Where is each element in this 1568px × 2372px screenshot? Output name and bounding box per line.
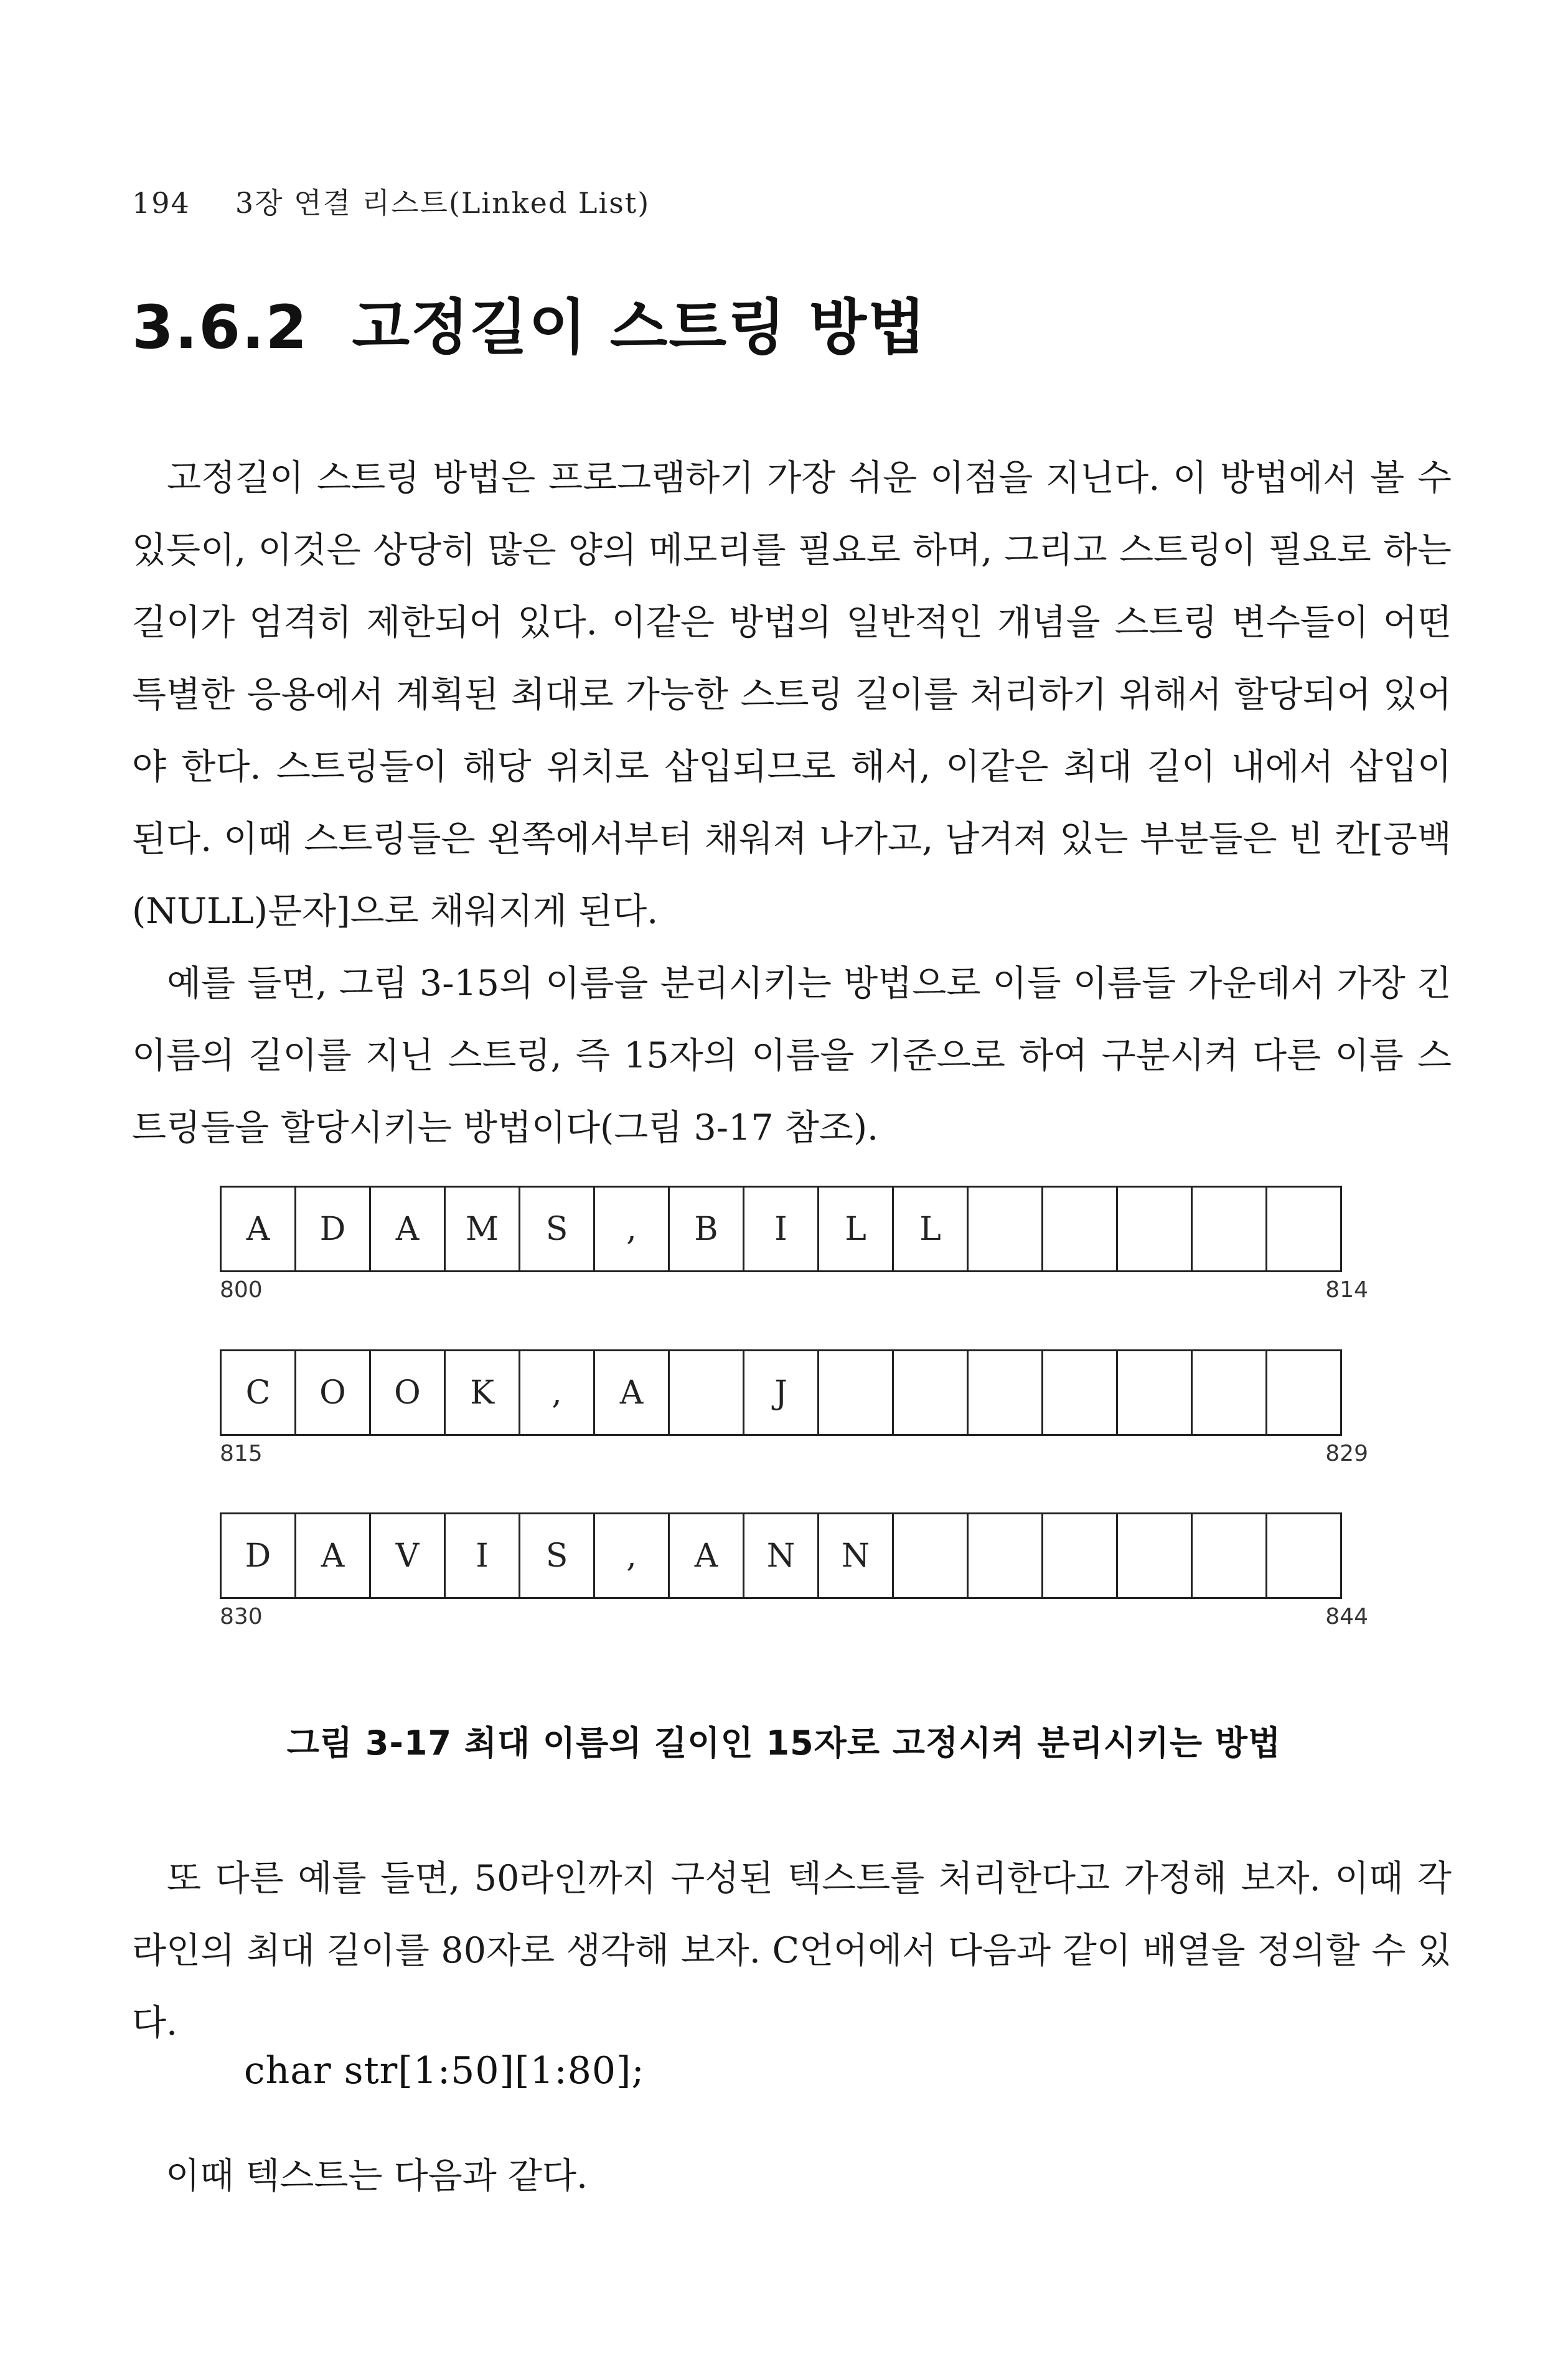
char-cell	[1267, 1186, 1342, 1272]
memory-strip-1	[220, 1186, 1368, 1310]
memory-strip-2	[220, 1349, 1368, 1473]
char-cell	[1043, 1512, 1118, 1599]
char-cell	[894, 1512, 969, 1599]
char-cell	[1193, 1512, 1267, 1599]
section-title: 고정길이 스트링 방법	[352, 293, 927, 362]
end-address: 829	[1325, 1441, 1368, 1466]
char-cell	[1043, 1186, 1118, 1272]
paragraph-4: 이때 텍스트는 다음과 같다.	[166, 2155, 588, 2196]
char-cell	[969, 1186, 1043, 1272]
char-cell	[969, 1349, 1043, 1436]
char-cell: C	[222, 1349, 296, 1436]
char-cell: S	[520, 1512, 595, 1599]
char-cell: O	[296, 1349, 371, 1436]
char-cell	[1118, 1512, 1193, 1599]
paragraph-3: 또 다른 예를 들면, 50라인까지 구성된 텍스트를 처리한다고 가정해 보자. 이때 각 라인의 최대 길이를 80자로 생각해 보자. C언어에서 다음과 같이 배열을 정의할 수 있다.	[132, 1858, 1452, 2043]
char-cell	[894, 1349, 969, 1436]
char-cell: I	[744, 1186, 819, 1272]
page-number: 194	[132, 186, 190, 220]
char-cell: N	[819, 1512, 894, 1599]
char-cell	[819, 1349, 894, 1436]
start-address: 830	[220, 1604, 263, 1629]
figure-caption: 그림 3-17 최대 이름의 길이인 15자로 고정시켜 분리시키는 방법	[286, 1723, 1282, 1763]
memory-strip-3	[220, 1512, 1368, 1636]
start-address: 800	[220, 1277, 263, 1303]
char-cell: L	[894, 1186, 969, 1272]
char-cell: V	[371, 1512, 446, 1599]
char-cell	[670, 1349, 744, 1436]
char-cell: L	[819, 1186, 894, 1272]
end-address: 844	[1325, 1604, 1368, 1629]
char-cell: ,	[595, 1186, 670, 1272]
body-text-2	[132, 1842, 1452, 2059]
char-cell	[969, 1512, 1043, 1599]
char-cell	[1118, 1349, 1193, 1436]
chapter-title: 3장 연결 리스트(Linked List)	[235, 186, 650, 220]
char-cell	[1267, 1349, 1342, 1436]
section-number: 3.6.2	[132, 293, 309, 362]
char-cell: A	[296, 1512, 371, 1599]
paragraph-1: 고정길이 스트링 방법은 프로그램하기 가장 쉬운 이점을 지닌다. 이 방법에서 볼 수 있듯이, 이것은 상당히 많은 양의 메모리를 필요로 하며, 그리고 스트링이 필요로 하는 길이가 엄격히 제한되어 있다. 이같은 방법의 일반적인 개념을 스트링 변수들이 어떤 특별한 응용에서 계획된 최대로 가능한 스트링 길이를 처리하기 위해서 할당되어 있어야 한다. 스트링들이 해당 위치로 삽입되므로 해서, 이같은 최대 길이 내에서 삽입이 된다. 이때 스트링들은 왼쪽에서부터 채워져 나가고, 남겨져 있는 부분들은 빈 칸[공백(NULL)문자]으로 채워지게 된다.	[132, 457, 1452, 932]
char-cell: K	[446, 1349, 520, 1436]
char-cell	[1193, 1186, 1267, 1272]
char-cell: A	[371, 1186, 446, 1272]
char-cell: I	[446, 1512, 520, 1599]
char-cell	[1043, 1349, 1118, 1436]
char-cell	[1193, 1349, 1267, 1436]
char-cell: ,	[595, 1512, 670, 1599]
char-cell: O	[371, 1349, 446, 1436]
char-cell: ,	[520, 1349, 595, 1436]
section-heading	[132, 280, 927, 365]
char-cell: M	[446, 1186, 520, 1272]
code-line: char str[1:50][1:80];	[244, 2049, 645, 2093]
running-header	[132, 180, 650, 222]
start-address: 815	[220, 1441, 263, 1466]
char-cell: D	[222, 1512, 296, 1599]
char-cell: A	[670, 1512, 744, 1599]
char-cell	[1118, 1186, 1193, 1272]
intro-text	[132, 442, 1452, 1164]
char-cell: S	[520, 1186, 595, 1272]
char-cell: A	[222, 1186, 296, 1272]
char-cell: D	[296, 1186, 371, 1272]
char-cell: N	[744, 1512, 819, 1599]
char-cell	[1267, 1512, 1342, 1599]
char-cell: A	[595, 1349, 670, 1436]
char-cell: B	[670, 1186, 744, 1272]
end-address: 814	[1325, 1277, 1368, 1303]
char-cell: J	[744, 1349, 819, 1436]
paragraph-2: 예를 들면, 그림 3-15의 이름을 분리시키는 방법으로 이들 이름들 가운데서 가장 긴 이름의 길이를 지닌 스트링, 즉 15자의 이름을 기준으로 하여 구분시켜 다른 이름 스트링들을 할당시키는 방법이다(그림 3-17 참조).	[132, 963, 1452, 1148]
